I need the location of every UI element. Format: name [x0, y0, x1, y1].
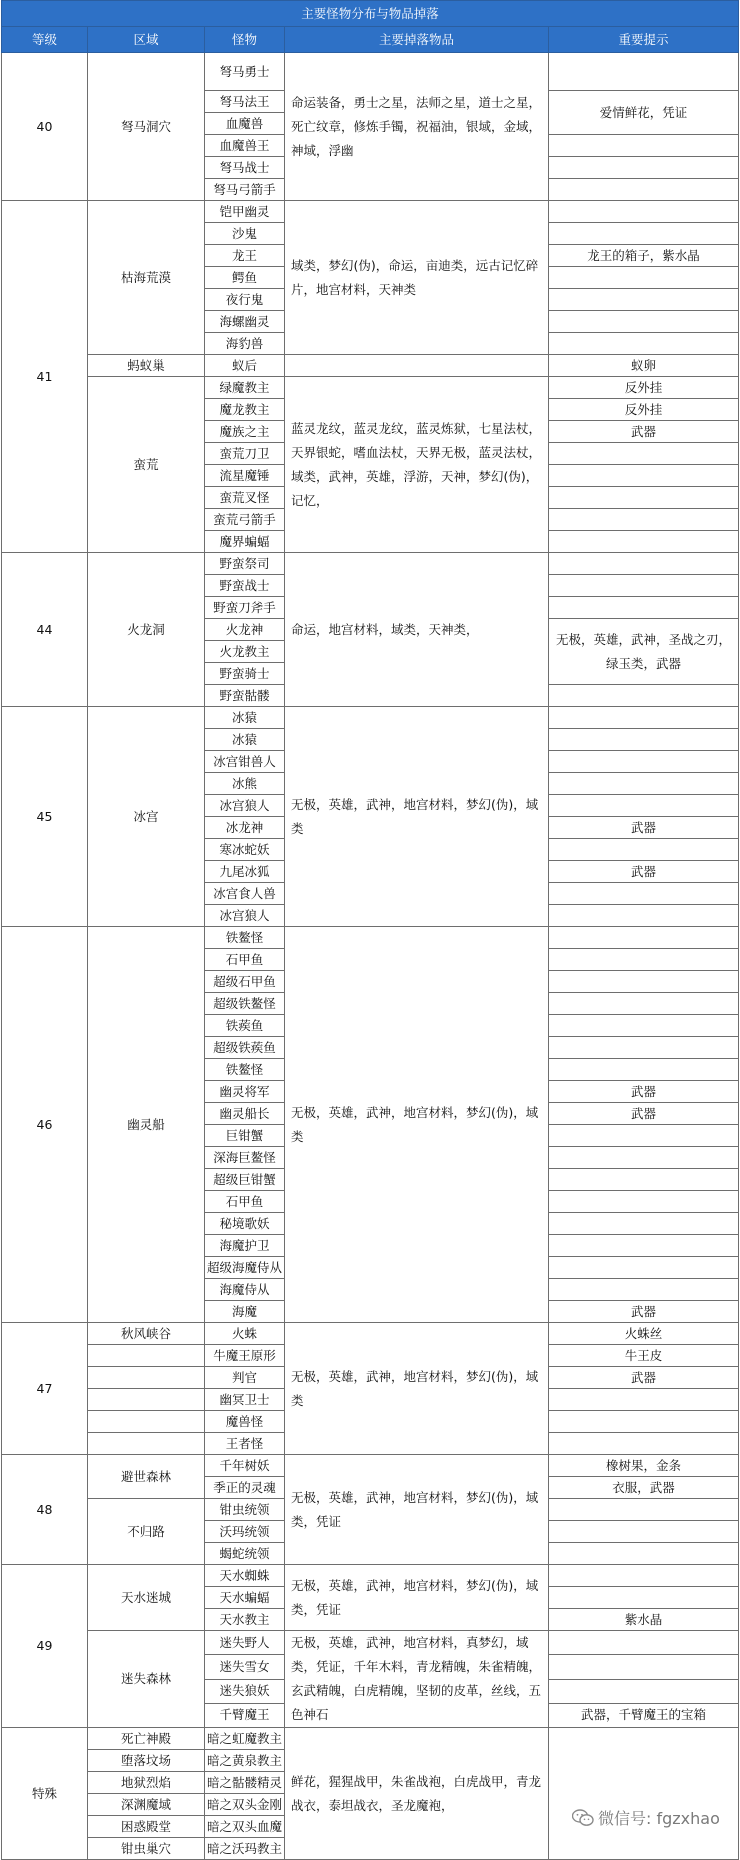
monster-cell: 魔龙教主 [205, 399, 285, 421]
monster-cell: 幽灵将军 [205, 1081, 285, 1103]
monster-cell: 弩马弓箭手 [205, 179, 285, 201]
tip-cell: 无极，英雄，武神，圣战之刃，绿玉类，武器 [549, 619, 739, 685]
tip-cell: 武器 [549, 1301, 739, 1323]
monster-cell: 沃玛统领 [205, 1521, 285, 1543]
level-cell: 47 [2, 1323, 88, 1455]
tip-cell: 武器 [549, 817, 739, 839]
monster-cell: 超级铁鳌怪 [205, 993, 285, 1015]
tip-cell: 武器 [549, 1103, 739, 1125]
monster-cell: 血魔兽王 [205, 135, 285, 157]
monster-cell: 幽冥卫士 [205, 1389, 285, 1411]
monster-cell: 秘境歌妖 [205, 1213, 285, 1235]
monster-cell: 火蛛 [205, 1323, 285, 1345]
tip-cell [549, 883, 739, 905]
monster-cell: 冰龙神 [205, 817, 285, 839]
drops-cell: 域类，梦幻(伪)，命运，亩迪类，远古记忆碎片，地宫材料，天神类 [285, 201, 549, 355]
monster-cell: 野蛮战士 [205, 575, 285, 597]
monster-cell: 王者怪 [205, 1433, 285, 1455]
monster-cell: 弩马战士 [205, 157, 285, 179]
header-monster: 怪物 [205, 27, 285, 53]
drops-cell: 无极，英雄，武神，地宫材料，真梦幻，域类，凭证，千年木料，青龙精魄，朱雀精魄，玄武精魄，白虎精魄，坚韧的皮革，丝线，五色神石 [285, 1631, 549, 1728]
tip-cell: 橡树果，金条 [549, 1455, 739, 1477]
tip-cell [549, 1655, 739, 1679]
tip-cell [549, 1631, 739, 1655]
level-cell: 45 [2, 707, 88, 927]
monster-cell: 海魔 [205, 1301, 285, 1323]
monster-cell: 冰猿 [205, 729, 285, 751]
monster-cell: 铁鳌怪 [205, 1059, 285, 1081]
area-cell: 天水迷城 [88, 1565, 205, 1631]
monster-cell: 弩马勇士 [205, 53, 285, 91]
monster-cell: 冰宫狼人 [205, 905, 285, 927]
tip-cell: 武器 [549, 1367, 739, 1389]
level-cell: 44 [2, 553, 88, 707]
monster-cell: 野蛮祭司 [205, 553, 285, 575]
monster-cell: 深海巨鳌怪 [205, 1147, 285, 1169]
tip-cell [549, 949, 739, 971]
tip-cell [549, 1037, 739, 1059]
level-cell: 特殊 [2, 1728, 88, 1860]
tip-cell [549, 927, 739, 949]
tip-cell: 牛王皮 [549, 1345, 739, 1367]
area-cell: 地狱烈焰 [88, 1772, 205, 1794]
wechat-icon [572, 1809, 594, 1827]
tip-cell [549, 707, 739, 729]
tip-cell [549, 1147, 739, 1169]
tip-cell [549, 1257, 739, 1279]
drops-cell [285, 355, 549, 377]
monster-cell: 冰猿 [205, 707, 285, 729]
area-cell [88, 1345, 205, 1367]
monster-cell: 铠甲幽灵 [205, 201, 285, 223]
tip-cell [549, 1565, 739, 1587]
area-cell: 不归路 [88, 1499, 205, 1565]
tip-cell [549, 443, 739, 465]
tip-cell [549, 1059, 739, 1081]
monster-cell: 夜行鬼 [205, 289, 285, 311]
tip-cell: 武器 [549, 1081, 739, 1103]
monster-cell: 流星魔锤 [205, 465, 285, 487]
monster-cell: 弩马法王 [205, 91, 285, 113]
monster-cell: 暗之双头金刚 [205, 1794, 285, 1816]
tip-cell [549, 465, 739, 487]
monster-cell: 野蛮骷髅 [205, 685, 285, 707]
monster-cell: 天水教主 [205, 1609, 285, 1631]
area-cell: 蚂蚁巢 [88, 355, 205, 377]
tip-cell [549, 223, 739, 245]
tip-cell: 反外挂 [549, 377, 739, 399]
tip-cell [549, 311, 739, 333]
tip-cell: 蚁卵 [549, 355, 739, 377]
monster-cell: 季正的灵魂 [205, 1477, 285, 1499]
monster-cell: 暗之骷髅精灵 [205, 1772, 285, 1794]
drops-cell: 蓝灵龙纹，蓝灵龙纹，蓝灵炼狱，七星法杖，天界银蛇，嗜血法杖，天界无极，蓝灵法杖，域类，武神，英雄，浮游，天神，梦幻(伪)，记忆， [285, 377, 549, 553]
tip-cell: 紫水晶 [549, 1609, 739, 1631]
watermark-text: 微信号: fgzxhao [598, 1809, 720, 1828]
monster-cell: 海螺幽灵 [205, 311, 285, 333]
tip-cell [549, 267, 739, 289]
header-area: 区域 [88, 27, 205, 53]
tip-cell [549, 971, 739, 993]
tip-cell [549, 135, 739, 157]
area-cell: 钳虫巢穴 [88, 1838, 205, 1860]
monster-cell: 九尾冰狐 [205, 861, 285, 883]
area-cell: 弩马洞穴 [88, 53, 205, 201]
monster-cell: 野蛮刀斧手 [205, 597, 285, 619]
area-cell [88, 1411, 205, 1433]
tip-cell: 火蛛丝 [549, 1323, 739, 1345]
tip-cell: 衣服，武器 [549, 1477, 739, 1499]
monster-cell: 海魔侍从 [205, 1279, 285, 1301]
tip-cell [549, 1499, 739, 1521]
drops-cell: 无极，英雄，武神，地宫材料，梦幻(伪)，域类 [285, 927, 549, 1323]
tip-cell [549, 575, 739, 597]
drops-cell: 命运装备，勇士之星，法师之星，道士之星，死亡纹章，修炼手镯，祝福油，银域，金域，神域，浮幽 [285, 53, 549, 201]
monster-cell: 蚁后 [205, 355, 285, 377]
monster-cell: 海魔护卫 [205, 1235, 285, 1257]
monster-cell: 钳虫统领 [205, 1499, 285, 1521]
tip-cell [549, 1543, 739, 1565]
tip-cell [549, 553, 739, 575]
drops-cell: 无极，英雄，武神，地宫材料，梦幻(伪)，域类 [285, 707, 549, 927]
tip-cell [549, 531, 739, 553]
area-cell: 死亡神殿 [88, 1728, 205, 1750]
drops-cell: 鲜花，猩猩战甲，朱雀战袍，白虎战甲，青龙战衣，泰坦战衣，圣龙魔袍， [285, 1728, 549, 1860]
monster-cell: 蝎蛇统领 [205, 1543, 285, 1565]
tip-cell [549, 685, 739, 707]
area-cell: 避世森林 [88, 1455, 205, 1499]
monster-cell: 冰宫钳兽人 [205, 751, 285, 773]
wechat-watermark [572, 1806, 720, 1829]
monster-cell: 龙王 [205, 245, 285, 267]
drops-cell: 无极，英雄，武神，地宫材料，梦幻(伪)，域类，凭证 [285, 1565, 549, 1631]
monster-cell: 判官 [205, 1367, 285, 1389]
tip-cell [549, 179, 739, 201]
monster-cell: 冰熊 [205, 773, 285, 795]
monster-cell: 魔界蝙蝠 [205, 531, 285, 553]
drops-cell: 命运，地宫材料，域类，天神类， [285, 553, 549, 707]
tip-cell [549, 795, 739, 817]
tip-cell [549, 905, 739, 927]
monster-cell: 巨钳蟹 [205, 1125, 285, 1147]
area-cell [88, 1367, 205, 1389]
monster-cell: 暗之双头血魔 [205, 1816, 285, 1838]
tip-cell [549, 729, 739, 751]
tip-cell [549, 1279, 739, 1301]
monster-cell: 冰宫食人兽 [205, 883, 285, 905]
monster-cell: 超级巨钳蟹 [205, 1169, 285, 1191]
tip-cell [549, 1169, 739, 1191]
monster-cell: 血魔兽 [205, 113, 285, 135]
tip-cell [549, 773, 739, 795]
monster-cell: 千年树妖 [205, 1455, 285, 1477]
area-cell: 火龙洞 [88, 553, 205, 707]
header-tips: 重要提示 [549, 27, 739, 53]
tip-cell [549, 597, 739, 619]
tip-cell: 武器 [549, 421, 739, 443]
monster-cell: 绿魔教主 [205, 377, 285, 399]
drops-cell: 无极，英雄，武神，地宫材料，梦幻(伪)，域类，凭证 [285, 1455, 549, 1565]
header-level: 等级 [2, 27, 88, 53]
level-cell: 49 [2, 1565, 88, 1728]
drops-cell: 无极，英雄，武神，地宫材料，梦幻(伪)，域类 [285, 1323, 549, 1455]
tip-cell [549, 1389, 739, 1411]
tip-cell [549, 1015, 739, 1037]
area-cell [88, 1433, 205, 1455]
area-cell: 困惑殿堂 [88, 1816, 205, 1838]
monster-cell: 鳄鱼 [205, 267, 285, 289]
area-cell: 深渊魔域 [88, 1794, 205, 1816]
tip-cell: 龙王的箱子，紫水晶 [549, 245, 739, 267]
tip-cell: 武器，千臂魔王的宝箱 [549, 1703, 739, 1727]
monster-cell: 天水蝙蝠 [205, 1587, 285, 1609]
area-cell: 枯海荒漠 [88, 201, 205, 355]
tip-cell [549, 157, 739, 179]
monster-cell: 超级铁蒺鱼 [205, 1037, 285, 1059]
monster-cell: 暗之黄泉教主 [205, 1750, 285, 1772]
monster-cell: 幽灵船长 [205, 1103, 285, 1125]
tip-cell [549, 1679, 739, 1703]
tip-cell [549, 1521, 739, 1543]
monster-cell: 暗之虹魔教主 [205, 1728, 285, 1750]
tip-cell [549, 509, 739, 531]
monster-drop-table [1, 0, 739, 1860]
level-cell: 40 [2, 53, 88, 201]
area-cell: 堕落坟场 [88, 1750, 205, 1772]
tip-cell [549, 1728, 739, 1860]
monster-cell: 寒冰蛇妖 [205, 839, 285, 861]
monster-cell: 蛮荒叉怪 [205, 487, 285, 509]
table-title: 主要怪物分布与物品掉落 [2, 1, 739, 27]
tip-cell [549, 751, 739, 773]
level-cell: 48 [2, 1455, 88, 1565]
monster-cell: 超级海魔侍从 [205, 1257, 285, 1279]
monster-cell: 野蛮骑士 [205, 663, 285, 685]
monster-cell: 迷失雪女 [205, 1655, 285, 1679]
tip-cell [549, 201, 739, 223]
monster-cell: 石甲鱼 [205, 949, 285, 971]
tip-cell: 爱情鲜花，凭证 [549, 91, 739, 135]
area-cell: 秋风峡谷 [88, 1323, 205, 1345]
monster-cell: 蛮荒刀卫 [205, 443, 285, 465]
tip-cell: 武器 [549, 861, 739, 883]
tip-cell [549, 1433, 739, 1455]
monster-cell: 迷失野人 [205, 1631, 285, 1655]
tip-cell [549, 1411, 739, 1433]
tip-cell [549, 289, 739, 311]
area-cell [88, 1389, 205, 1411]
tip-cell [549, 993, 739, 1015]
monster-cell: 铁蒺鱼 [205, 1015, 285, 1037]
tip-cell [549, 1125, 739, 1147]
monster-cell: 沙鬼 [205, 223, 285, 245]
monster-cell: 石甲鱼 [205, 1191, 285, 1213]
level-cell: 41 [2, 201, 88, 553]
monster-cell: 魔族之主 [205, 421, 285, 443]
header-drops: 主要掉落物品 [285, 27, 549, 53]
area-cell: 幽灵船 [88, 927, 205, 1323]
level-cell: 46 [2, 927, 88, 1323]
monster-cell: 暗之沃玛教主 [205, 1838, 285, 1860]
monster-cell: 牛魔王原形 [205, 1345, 285, 1367]
monster-cell: 迷失狼妖 [205, 1679, 285, 1703]
monster-cell: 蛮荒弓箭手 [205, 509, 285, 531]
tip-cell [549, 1235, 739, 1257]
tip-cell [549, 487, 739, 509]
monster-cell: 千臂魔王 [205, 1703, 285, 1727]
area-cell: 冰宫 [88, 707, 205, 927]
area-cell: 迷失森林 [88, 1631, 205, 1728]
monster-cell: 魔兽怪 [205, 1411, 285, 1433]
monster-cell: 海豹兽 [205, 333, 285, 355]
monster-cell: 火龙教主 [205, 641, 285, 663]
tip-cell: 反外挂 [549, 399, 739, 421]
tip-cell [549, 53, 739, 91]
monster-cell: 冰宫狼人 [205, 795, 285, 817]
tip-cell [549, 1191, 739, 1213]
tip-cell [549, 839, 739, 861]
tip-cell [549, 1213, 739, 1235]
tip-cell [549, 333, 739, 355]
monster-cell: 超级石甲鱼 [205, 971, 285, 993]
monster-cell: 铁鳌怪 [205, 927, 285, 949]
tip-cell [549, 1587, 739, 1609]
monster-cell: 火龙神 [205, 619, 285, 641]
area-cell: 蛮荒 [88, 377, 205, 553]
monster-cell: 天水蜘蛛 [205, 1565, 285, 1587]
